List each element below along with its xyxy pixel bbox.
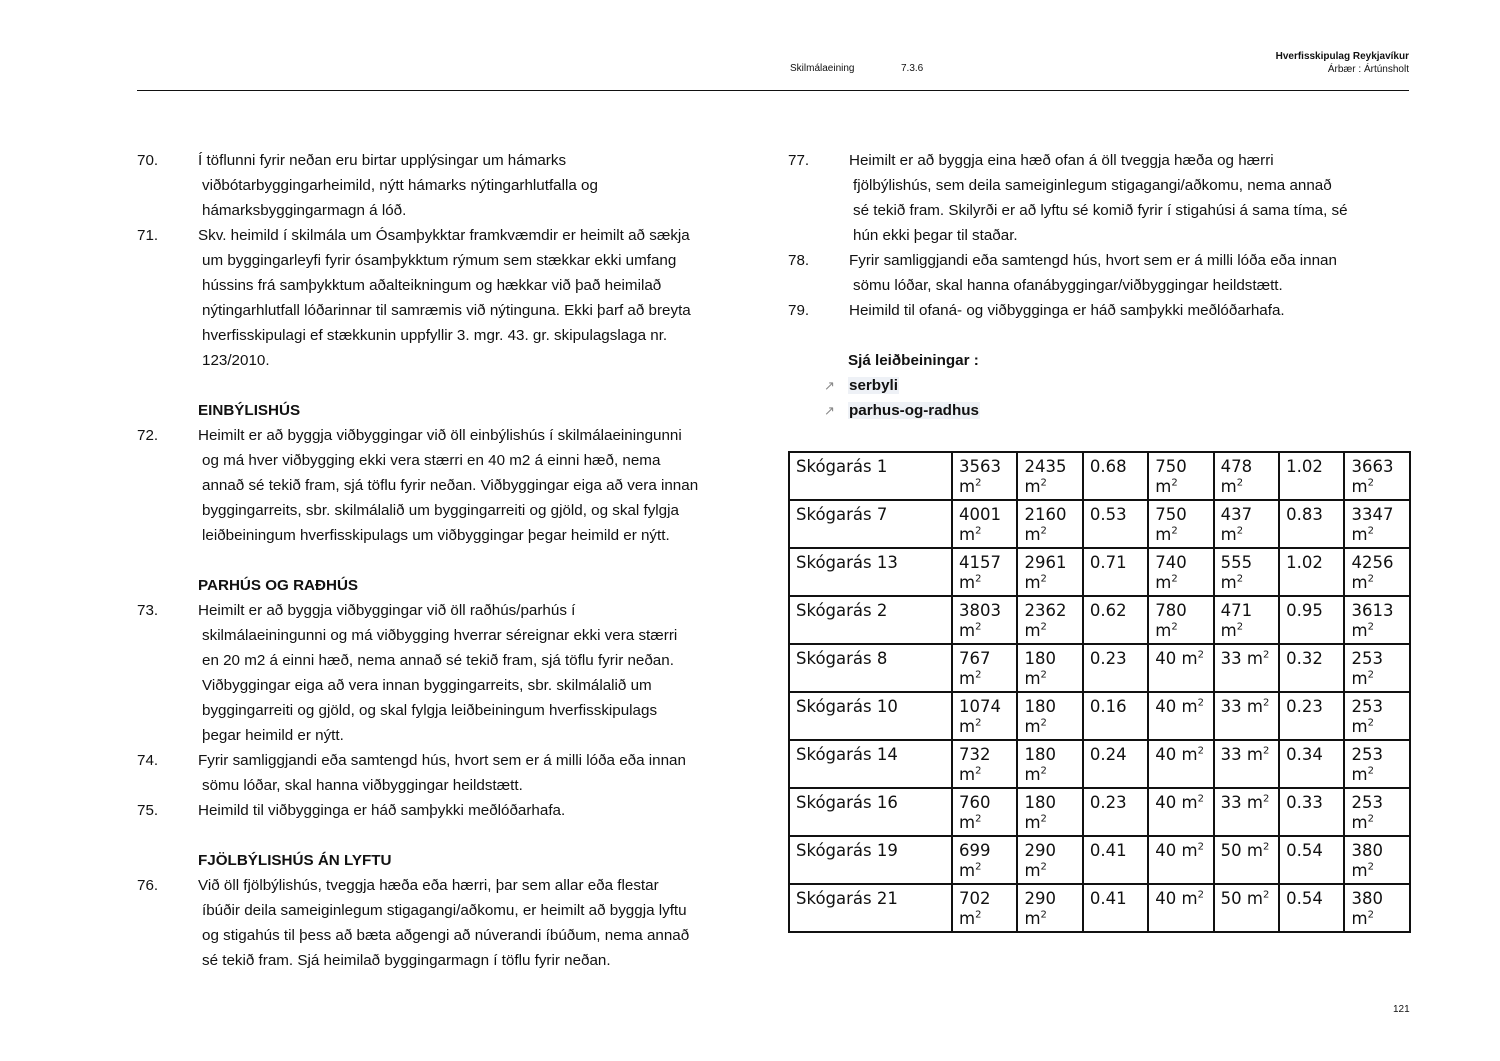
clause-text: fjölbýlishús, sem deila sameiginlegum stigagangi/aðkomu, nema annað <box>853 177 1332 194</box>
clause-number: 76. <box>137 877 159 894</box>
value-cell-c4: 40 $m^2$ <box>1148 692 1213 740</box>
value-cell-c3: 0.41 <box>1083 884 1148 932</box>
clause-number: 77. <box>788 152 810 169</box>
clause-text: Fyrir samliggjandi eða samtengd hús, hvort sem er á milli lóða eða innan <box>849 252 1337 269</box>
value-cell-c6: 0.83 <box>1279 500 1344 548</box>
clause-text: byggingarreits, sbr. skilmálalið um byggingarreiti og gjöld, og skal fylgja <box>202 502 679 519</box>
clause-number: 71. <box>137 227 159 244</box>
value-cell-c7: 3663 $m^2$ <box>1344 452 1410 500</box>
value-cell-c3: 0.41 <box>1083 836 1148 884</box>
publication-title: Hverfisskipulag Reykjavíkur <box>1275 51 1409 62</box>
value-cell-c5: 437 $m^2$ <box>1214 500 1279 548</box>
unit-code: 7.3.6 <box>901 63 924 74</box>
section-heading-parhus: PARHÚS OG RAÐHÚS <box>198 577 359 594</box>
value-cell-c1: 3563 $m^2$ <box>952 452 1017 500</box>
table-row <box>789 548 1410 596</box>
clause-text: Heimilt er að byggja viðbyggingar við öll raðhús/parhús í <box>198 602 576 619</box>
clause-number: 74. <box>137 752 159 769</box>
value-cell-c2: 2961 $m^2$ <box>1017 548 1082 596</box>
lot-name-cell: Skógarás 19 <box>789 836 952 884</box>
clause-number: 79. <box>788 302 810 319</box>
table-row <box>789 740 1410 788</box>
clause-text: en 20 m2 á einni hæð, nema annað sé tekið fram, sjá töflu fyrir neðan. <box>202 652 674 669</box>
clause-78 <box>788 248 1413 298</box>
section-heading-einbyli: EINBÝLISHÚS <box>198 402 301 419</box>
clause-text: Heimild til viðbygginga er háð samþykki meðlóðarhafa. <box>198 802 566 819</box>
value-cell-c6: 0.95 <box>1279 596 1344 644</box>
value-cell-c2: 290 $m^2$ <box>1017 836 1082 884</box>
value-cell-c4: 40 $m^2$ <box>1148 644 1213 692</box>
header-publication <box>1276 50 1409 76</box>
lot-name-cell: Skógarás 8 <box>789 644 952 692</box>
clause-text: skilmálaeiningunni og má viðbygging hverrar séreignar ekki vera stærri <box>202 627 678 644</box>
external-arrow-icon: ↗ <box>824 378 835 393</box>
value-cell-c6: 1.02 <box>1279 452 1344 500</box>
building-rights-table <box>788 451 1411 933</box>
clause-text: og má hver viðbygging ekki vera stærri en 40 m2 á einni hæð, nema <box>202 452 661 469</box>
clause-75 <box>137 798 747 823</box>
value-cell-c2: 290 $m^2$ <box>1017 884 1082 932</box>
value-cell-c1: 767 $m^2$ <box>952 644 1017 692</box>
value-cell-c2: 180 $m^2$ <box>1017 788 1082 836</box>
value-cell-c2: 180 $m^2$ <box>1017 740 1082 788</box>
lot-name-cell: Skógarás 14 <box>789 740 952 788</box>
page-header <box>137 0 1409 91</box>
value-cell-c7: 253 $m^2$ <box>1344 788 1410 836</box>
clause-text: viðbótarbyggingarheimild, nýtt hámarks nýtingarhlutfalla og <box>202 177 598 194</box>
value-cell-c1: 1074 $m^2$ <box>952 692 1017 740</box>
value-cell-c3: 0.62 <box>1083 596 1148 644</box>
table-row <box>789 884 1410 932</box>
clause-72 <box>137 423 747 548</box>
value-cell-c1: 699 $m^2$ <box>952 836 1017 884</box>
clause-number: 78. <box>788 252 810 269</box>
clause-text: Í töflunni fyrir neðan eru birtar upplýsingar um hámarks <box>198 152 567 169</box>
value-cell-c2: 2435 $m^2$ <box>1017 452 1082 500</box>
clause-number: 70. <box>137 152 159 169</box>
clause-text: Fyrir samliggjandi eða samtengd hús, hvort sem er á milli lóða eða innan <box>198 752 686 769</box>
lot-name-cell: Skógarás 1 <box>789 452 952 500</box>
value-cell-c1: 732 $m^2$ <box>952 740 1017 788</box>
value-cell-c1: 4157 $m^2$ <box>952 548 1017 596</box>
clause-text: Viðbyggingar eiga að vera innan byggingarreits, sbr. skilmálalið um <box>202 677 652 694</box>
value-cell-c2: 2160 $m^2$ <box>1017 500 1082 548</box>
value-cell-c2: 2362 $m^2$ <box>1017 596 1082 644</box>
value-cell-c6: 0.23 <box>1279 692 1344 740</box>
left-column <box>137 148 747 973</box>
guidelines-block <box>788 348 1413 423</box>
value-cell-c6: 0.33 <box>1279 788 1344 836</box>
clause-text: íbúðir deila sameiginlegum stigagangi/aðkomu, er heimilt að byggja lyftu <box>202 902 687 919</box>
value-cell-c1: 4001 $m^2$ <box>952 500 1017 548</box>
value-cell-c5: 50 $m^2$ <box>1214 836 1279 884</box>
value-cell-c3: 0.68 <box>1083 452 1148 500</box>
value-cell-c7: 380 $m^2$ <box>1344 836 1410 884</box>
value-cell-c3: 0.16 <box>1083 692 1148 740</box>
guidelines-title: Sjá leiðbeiningar : <box>848 352 979 369</box>
clause-text: annað sé tekið fram, sjá töflu fyrir neðan. Viðbyggingar eiga að vera innan <box>202 477 699 494</box>
unit-label: Skilmálaeining <box>790 63 855 74</box>
clause-text: hússins frá samþykktum aðalteikningum og hækkar við það heimilað <box>202 277 662 294</box>
clause-77 <box>788 148 1413 248</box>
clause-text: Heimild til ofaná- og viðbygginga er háð samþykki meðlóðarhafa. <box>849 302 1285 319</box>
value-cell-c4: 750 $m^2$ <box>1148 452 1213 500</box>
clause-text: nýtingarhlutfall lóðarinnar til samræmis við nýtinguna. Ekki þarf að breyta <box>202 302 691 319</box>
value-cell-c5: 471 $m^2$ <box>1214 596 1279 644</box>
clause-text: Heimilt er að byggja eina hæð ofan á öll tveggja hæða og hærri <box>849 152 1274 169</box>
value-cell-c4: 740 $m^2$ <box>1148 548 1213 596</box>
lot-name-cell: Skógarás 21 <box>789 884 952 932</box>
guideline-link-label[interactable]: parhus-og-radhus <box>849 402 979 419</box>
clause-number: 75. <box>137 802 159 819</box>
lot-name-cell: Skógarás 16 <box>789 788 952 836</box>
clause-text: og stigahús til þess að bæta aðgengi að núverandi íbúðum, nema annað <box>202 927 690 944</box>
value-cell-c5: 478 $m^2$ <box>1214 452 1279 500</box>
table-row <box>789 500 1410 548</box>
value-cell-c7: 253 $m^2$ <box>1344 740 1410 788</box>
lot-name-cell: Skógarás 7 <box>789 500 952 548</box>
guideline-link-parhus-og-radhus[interactable] <box>824 398 1413 423</box>
clause-79 <box>788 298 1413 323</box>
value-cell-c3: 0.24 <box>1083 740 1148 788</box>
clause-74 <box>137 748 747 798</box>
table-row <box>789 596 1410 644</box>
value-cell-c4: 40 $m^2$ <box>1148 884 1213 932</box>
value-cell-c5: 33 $m^2$ <box>1214 788 1279 836</box>
value-cell-c4: 780 $m^2$ <box>1148 596 1213 644</box>
clause-76 <box>137 873 747 973</box>
clause-text: hún ekki þegar til staðar. <box>853 227 1018 244</box>
clause-text: sömu lóðar, skal hanna viðbyggingar heildstætt. <box>202 777 523 794</box>
clause-text: sömu lóðar, skal hanna ofanábyggingar/viðbyggingar heildstætt. <box>853 277 1283 294</box>
value-cell-c7: 253 $m^2$ <box>1344 692 1410 740</box>
table-row <box>789 692 1410 740</box>
clause-70 <box>137 148 747 223</box>
table-row <box>789 788 1410 836</box>
clause-text: hverfisskipulagi ef stækkunin uppfyllir 3. mgr. 43. gr. skipulagslaga nr. <box>202 327 668 344</box>
value-cell-c7: 3613 $m^2$ <box>1344 596 1410 644</box>
guideline-link-label[interactable]: serbyli <box>849 377 898 394</box>
value-cell-c6: 1.02 <box>1279 548 1344 596</box>
value-cell-c3: 0.71 <box>1083 548 1148 596</box>
clause-73 <box>137 598 747 748</box>
clause-text: 123/2010. <box>202 352 270 369</box>
value-cell-c7: 380 $m^2$ <box>1344 884 1410 932</box>
clause-text: leiðbeiningum hverfisskipulags um viðbyggingar þegar heimild er nýtt. <box>202 527 670 544</box>
clause-text: byggingarreiti og gjöld, og skal fylgja leiðbeiningum hverfisskipulags <box>202 702 658 719</box>
value-cell-c4: 750 $m^2$ <box>1148 500 1213 548</box>
clause-text: Skv. heimild í skilmála um Ósamþykktar framkvæmdir er heimilt að sækja <box>198 227 690 244</box>
value-cell-c1: 760 $m^2$ <box>952 788 1017 836</box>
clause-text: þegar heimild er nýtt. <box>202 727 344 744</box>
value-cell-c5: 33 $m^2$ <box>1214 644 1279 692</box>
value-cell-c4: 40 $m^2$ <box>1148 836 1213 884</box>
value-cell-c3: 0.23 <box>1083 788 1148 836</box>
clause-71 <box>137 223 747 373</box>
clause-text: Heimilt er að byggja viðbyggingar við öll einbýlishús í skilmálaeiningunni <box>198 427 682 444</box>
value-cell-c6: 0.54 <box>1279 836 1344 884</box>
district-label: Árbær : Ártúnsholt <box>1327 64 1409 75</box>
lot-name-cell: Skógarás 2 <box>789 596 952 644</box>
value-cell-c1: 3803 $m^2$ <box>952 596 1017 644</box>
value-cell-c3: 0.53 <box>1083 500 1148 548</box>
clause-number: 73. <box>137 602 159 619</box>
value-cell-c4: 40 $m^2$ <box>1148 740 1213 788</box>
value-cell-c6: 0.32 <box>1279 644 1344 692</box>
page-number: 121 <box>1393 1004 1410 1015</box>
value-cell-c2: 180 $m^2$ <box>1017 692 1082 740</box>
value-cell-c6: 0.54 <box>1279 884 1344 932</box>
clause-text: Við öll fjölbýlishús, tveggja hæða eða hærri, þar sem allar eða flestar <box>198 877 659 894</box>
table-row <box>789 836 1410 884</box>
value-cell-c2: 180 $m^2$ <box>1017 644 1082 692</box>
value-cell-c6: 0.34 <box>1279 740 1344 788</box>
value-cell-c5: 33 $m^2$ <box>1214 740 1279 788</box>
lot-name-cell: Skógarás 13 <box>789 548 952 596</box>
table-row <box>789 452 1410 500</box>
clause-text: hámarksbyggingarmagn á lóð. <box>202 202 407 219</box>
value-cell-c7: 4256 $m^2$ <box>1344 548 1410 596</box>
right-column <box>788 148 1413 423</box>
clause-text: sé tekið fram. Skilyrði er að lyftu sé komið fyrir í stigahúsi á sama tíma, sé <box>853 202 1348 219</box>
external-arrow-icon: ↗ <box>824 403 835 418</box>
value-cell-c5: 50 $m^2$ <box>1214 884 1279 932</box>
clause-number: 72. <box>137 427 159 444</box>
clause-text: um byggingarleyfi fyrir ósamþykktum rýmum sem stækkar ekki umfang <box>202 252 677 269</box>
value-cell-c5: 555 $m^2$ <box>1214 548 1279 596</box>
value-cell-c7: 253 $m^2$ <box>1344 644 1410 692</box>
value-cell-c3: 0.23 <box>1083 644 1148 692</box>
value-cell-c1: 702 $m^2$ <box>952 884 1017 932</box>
guideline-link-serbyli[interactable] <box>824 373 1413 398</box>
value-cell-c4: 40 $m^2$ <box>1148 788 1213 836</box>
value-cell-c7: 3347 $m^2$ <box>1344 500 1410 548</box>
table-row <box>789 644 1410 692</box>
section-heading-fjolbyli: FJÖLBÝLISHÚS ÁN LYFTU <box>198 852 392 869</box>
lot-name-cell: Skógarás 10 <box>789 692 952 740</box>
clause-text: sé tekið fram. Sjá heimilað byggingarmagn í töflu fyrir neðan. <box>202 952 611 969</box>
value-cell-c5: 33 $m^2$ <box>1214 692 1279 740</box>
